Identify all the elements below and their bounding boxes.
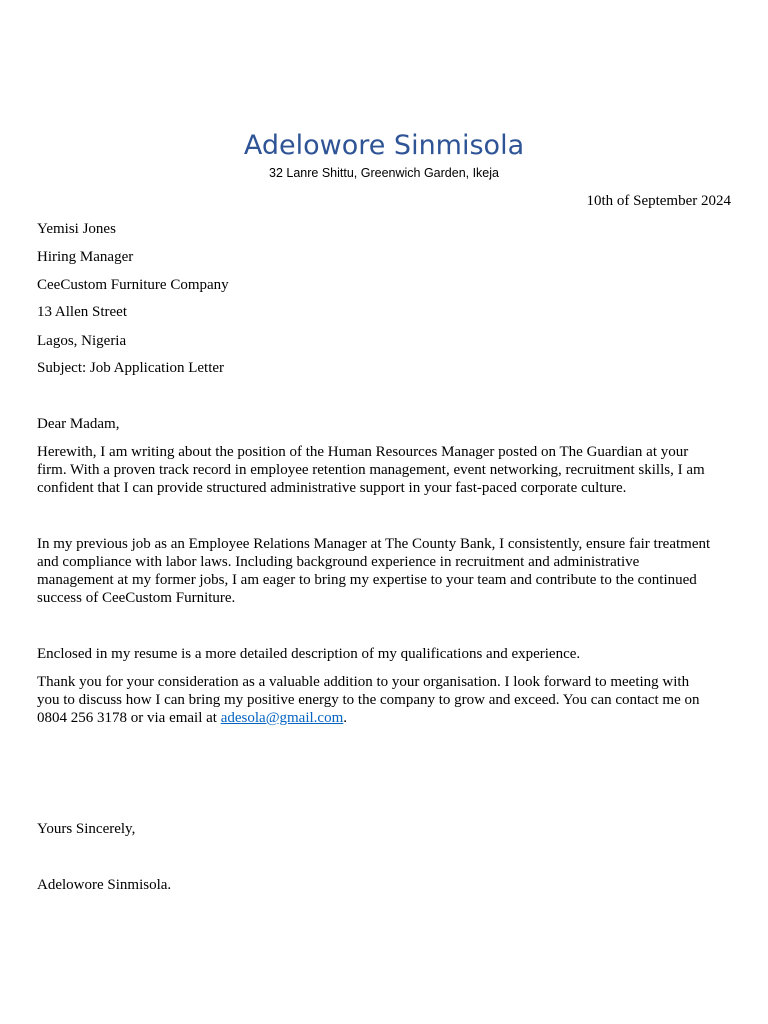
closing: Yours Sincerely, bbox=[37, 821, 136, 837]
paragraph-intro bbox=[37, 443, 735, 497]
recipient-city: Lagos, Nigeria bbox=[37, 333, 127, 349]
paragraph-line-contact bbox=[37, 709, 735, 727]
letter-date: 10th of September 2024 bbox=[586, 193, 731, 209]
email-link[interactable]: adesola@gmail.com bbox=[220, 710, 344, 726]
contact-period: . bbox=[343, 710, 347, 726]
paragraph-enclosure: Enclosed in my resume is a more detailed description of my qualifications and experience. bbox=[37, 646, 581, 662]
sender-name-heading: Adelowore Sinmisola bbox=[243, 130, 525, 161]
recipient-street: 13 Allen Street bbox=[37, 304, 127, 320]
paragraph-line: In my previous job as an Employee Relations Manager at The County Bank, I consistently, ensure fair treatment bbox=[37, 536, 711, 552]
paragraph-line: you to discuss how I can bring my positive energy to the company to grow and exceed. You can contact me on bbox=[37, 692, 700, 708]
paragraph-line: firm. With a proven track record in employee retention management, event networking, recruitment skills, I am bbox=[37, 462, 705, 478]
paragraph-line: management at my former jobs, I am eager to bring my expertise to your team and contribute to the continued bbox=[37, 572, 697, 588]
paragraph-line: and compliance with labor laws. Including background experience in recruitment and administrative bbox=[37, 554, 640, 570]
contact-text: 0804 256 3178 or via email at bbox=[37, 710, 221, 726]
recipient-title: Hiring Manager bbox=[37, 249, 134, 265]
recipient-company: CeeCustom Furniture Company bbox=[37, 277, 229, 293]
signature: Adelowore Sinmisola. bbox=[37, 877, 172, 893]
paragraph-line: Thank you for your consideration as a valuable addition to your organisation. I look forward to meeting with bbox=[37, 674, 690, 690]
paragraph-line: Herewith, I am writing about the position of the Human Resources Manager posted on The Guardian at your bbox=[37, 444, 689, 460]
paragraph-line: confident that I can provide structured administrative support in your fast-paced corporate culture. bbox=[37, 480, 627, 496]
paragraph-experience bbox=[37, 535, 735, 607]
letter-subject: Subject: Job Application Letter bbox=[37, 360, 225, 376]
recipient-name: Yemisi Jones bbox=[37, 221, 116, 237]
paragraph-thanks bbox=[37, 673, 735, 727]
salutation: Dear Madam, bbox=[37, 416, 120, 432]
sender-address: 32 Lanre Shittu, Greenwich Garden, Ikeja bbox=[269, 166, 499, 180]
paragraph-line: success of CeeCustom Furniture. bbox=[37, 590, 236, 606]
